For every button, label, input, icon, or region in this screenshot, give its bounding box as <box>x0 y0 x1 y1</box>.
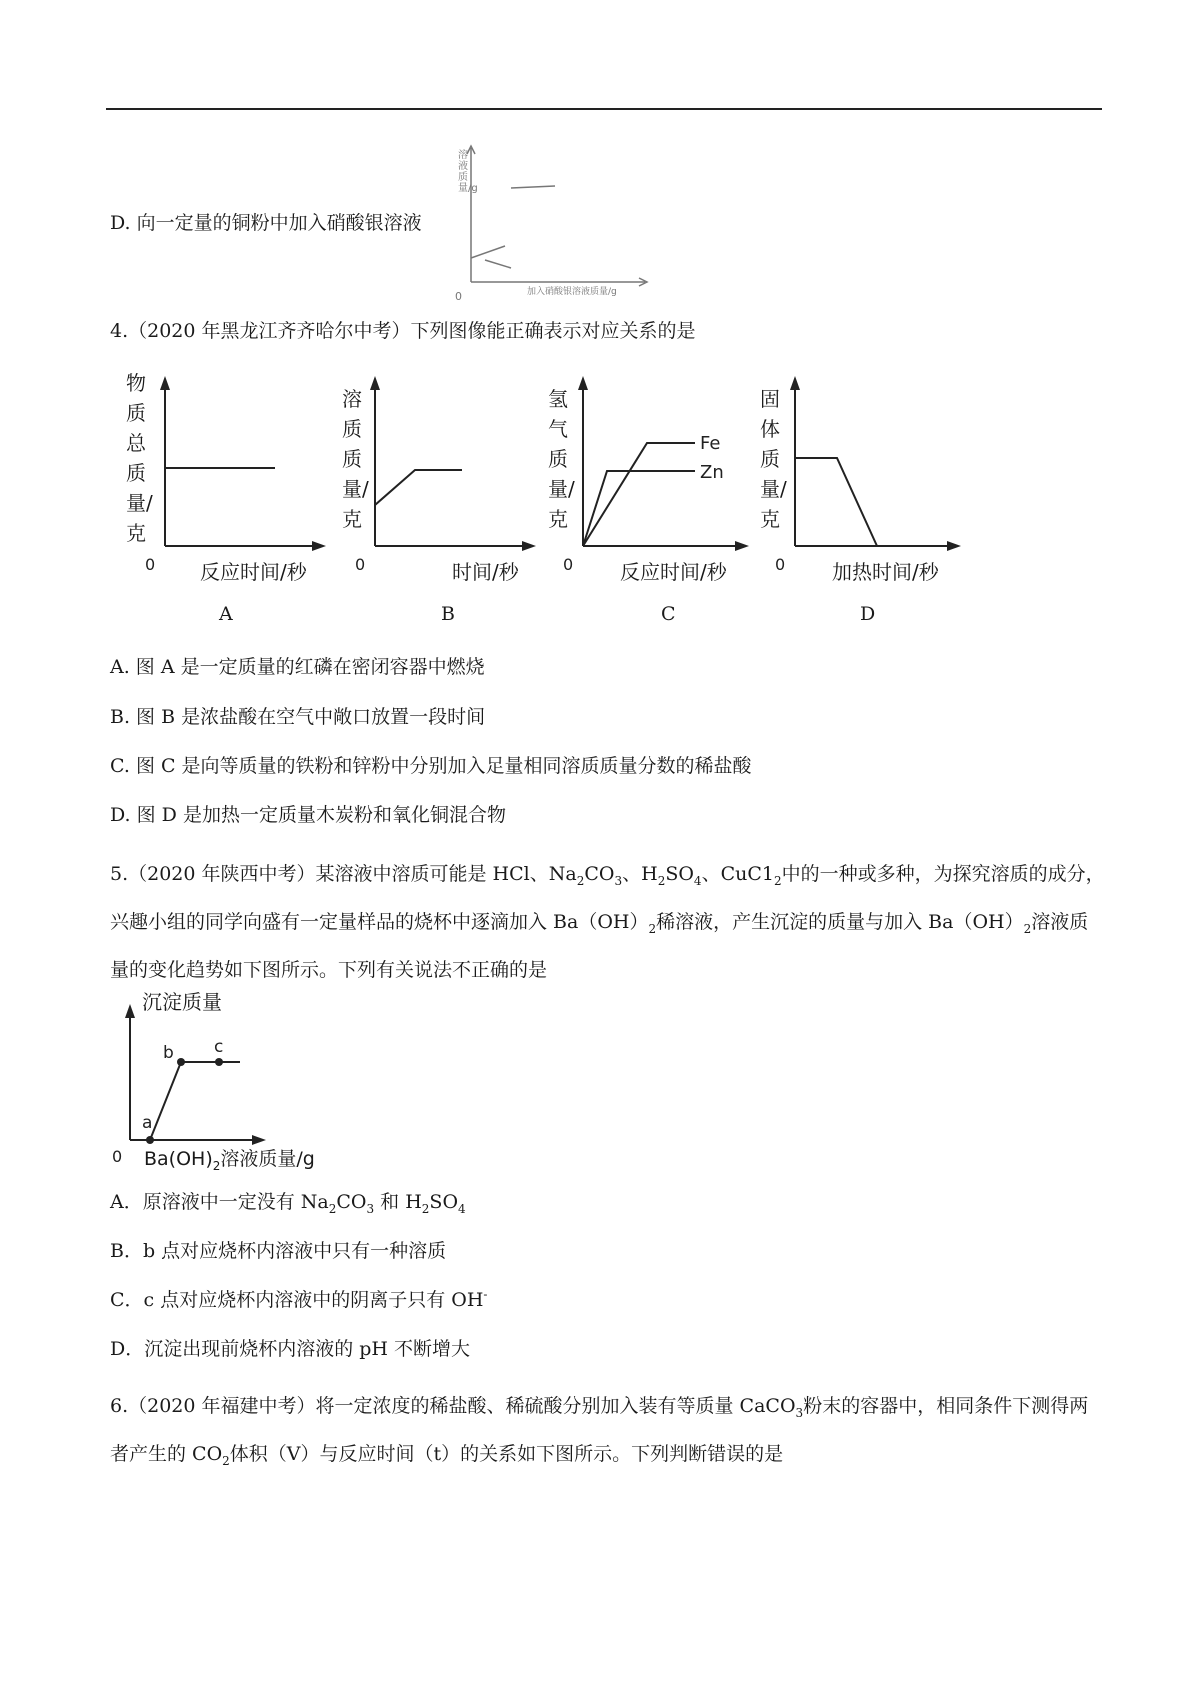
q4-d-origin: 0 <box>775 555 786 574</box>
q5-label-b: b <box>163 1043 174 1063</box>
q4-option-a: A. 图 A 是一定质量的红磷在密闭容器中燃烧 <box>110 656 485 678</box>
q3-d-y-label: 溶液质量/g <box>458 150 478 194</box>
q4-b-y-label: 溶质质量/克 <box>342 387 369 531</box>
q5-label-c: c <box>214 1037 224 1057</box>
q3-d-curve <box>471 246 505 258</box>
q4-a-origin: 0 <box>145 555 156 574</box>
q5-option-b: B．b 点对应烧杯内溶液中只有一种溶质 <box>110 1240 447 1262</box>
q5-y-label: 沉淀质量 <box>142 990 222 1014</box>
q4-a-y-label: 物质总质量/克 <box>126 371 153 545</box>
q3-option-d: D. 向一定量的铜粉中加入硝酸银溶液 <box>110 212 422 234</box>
q4-b-curve <box>375 470 462 505</box>
q4-d-y-label: 固体质量/克 <box>760 387 787 531</box>
q4-c-origin: 0 <box>563 555 574 574</box>
q4-c-curve-zn <box>583 471 695 546</box>
q5-curve <box>150 1062 240 1140</box>
q4-b-origin: 0 <box>355 555 366 574</box>
q3-d-curve-upper <box>511 186 555 188</box>
q5-option-a: A．原溶液中一定没有 $Na_2CO_3$ 和 $H_2SO_4$ <box>110 1191 466 1216</box>
q4-c-series-fe: Fe <box>700 433 721 454</box>
q5-graph <box>110 990 370 1173</box>
q5-option-d: D．沉淀出现前烧杯内溶液的 pH 不断增大 <box>110 1338 471 1360</box>
q5-stem: 5.（2020 年陕西中考）某溶液中溶质可能是 HCl、$Na_2CO_3$、$H_2SO_4$、$CuC1_2$中的一种或多种，为探究溶质的成分，兴趣小组的同学向盛有一定量样品的烧杯中逐滴加入 $Ba(OH)_2$稀溶液，产生沉淀的质量与加入 $Ba(OH)_2$溶液质量的变化趋势如下图所示。下列有关说法不正确的是 <box>110 863 1105 981</box>
q3-d-origin: 0 <box>455 290 462 300</box>
q4-d-tag: D <box>860 603 876 625</box>
q5-label-a: a <box>142 1113 153 1133</box>
q3-d-graph <box>455 140 655 300</box>
q5-point-a <box>146 1136 154 1144</box>
q4-a-tag: A <box>219 603 233 625</box>
q4-c-y-label: 氢气质量/克 <box>548 387 575 531</box>
q5-point-b <box>177 1058 185 1066</box>
q3-d-x-label: 加入硝酸银溶液质量/g <box>527 287 617 297</box>
q4-option-c: C. 图 C 是向等质量的铁粉和锌粉中分别加入足量相同溶质质量分数的稀盐酸 <box>110 755 752 777</box>
q6-stem: 6.（2020 年福建中考）将一定浓度的稀盐酸、稀硫酸分别加入装有等质量 CaCO$_3$粉末的容器中，相同条件下测得两者产生的 $CO_2$体积（V）与反应时间（t）的关系如下图所示。下列判断错误的是 <box>110 1395 1089 1468</box>
q4-option-d: D. 图 D 是加热一定质量木炭粉和氧化铜混合物 <box>110 804 506 826</box>
q4-b-x-label: 时间/秒 <box>452 560 519 584</box>
header-rule <box>106 108 1102 110</box>
q4-b-tag: B <box>441 603 455 625</box>
q5-x-label: $Ba(OH)_2$溶液质量/g <box>144 1148 315 1173</box>
q4-c-tag: C <box>661 603 676 625</box>
q4-a-x-label: 反应时间/秒 <box>200 560 307 584</box>
q4-c-x-label: 反应时间/秒 <box>620 560 727 584</box>
q4-c-series-zn: Zn <box>700 462 724 483</box>
q4-d-x-label: 加热时间/秒 <box>832 560 939 584</box>
q5-point-c <box>215 1058 223 1066</box>
q4-option-b: B. 图 B 是浓盐酸在空气中敞口放置一段时间 <box>110 706 486 728</box>
q4-stem: 4.（2020 年黑龙江齐齐哈尔中考）下列图像能正确表示对应关系的是 <box>110 320 696 342</box>
q5-origin: 0 <box>112 1147 123 1166</box>
q4-d-curve <box>795 458 877 546</box>
q5-option-c: C．c 点对应烧杯内溶液中的阴离子只有 OH- <box>110 1287 488 1311</box>
